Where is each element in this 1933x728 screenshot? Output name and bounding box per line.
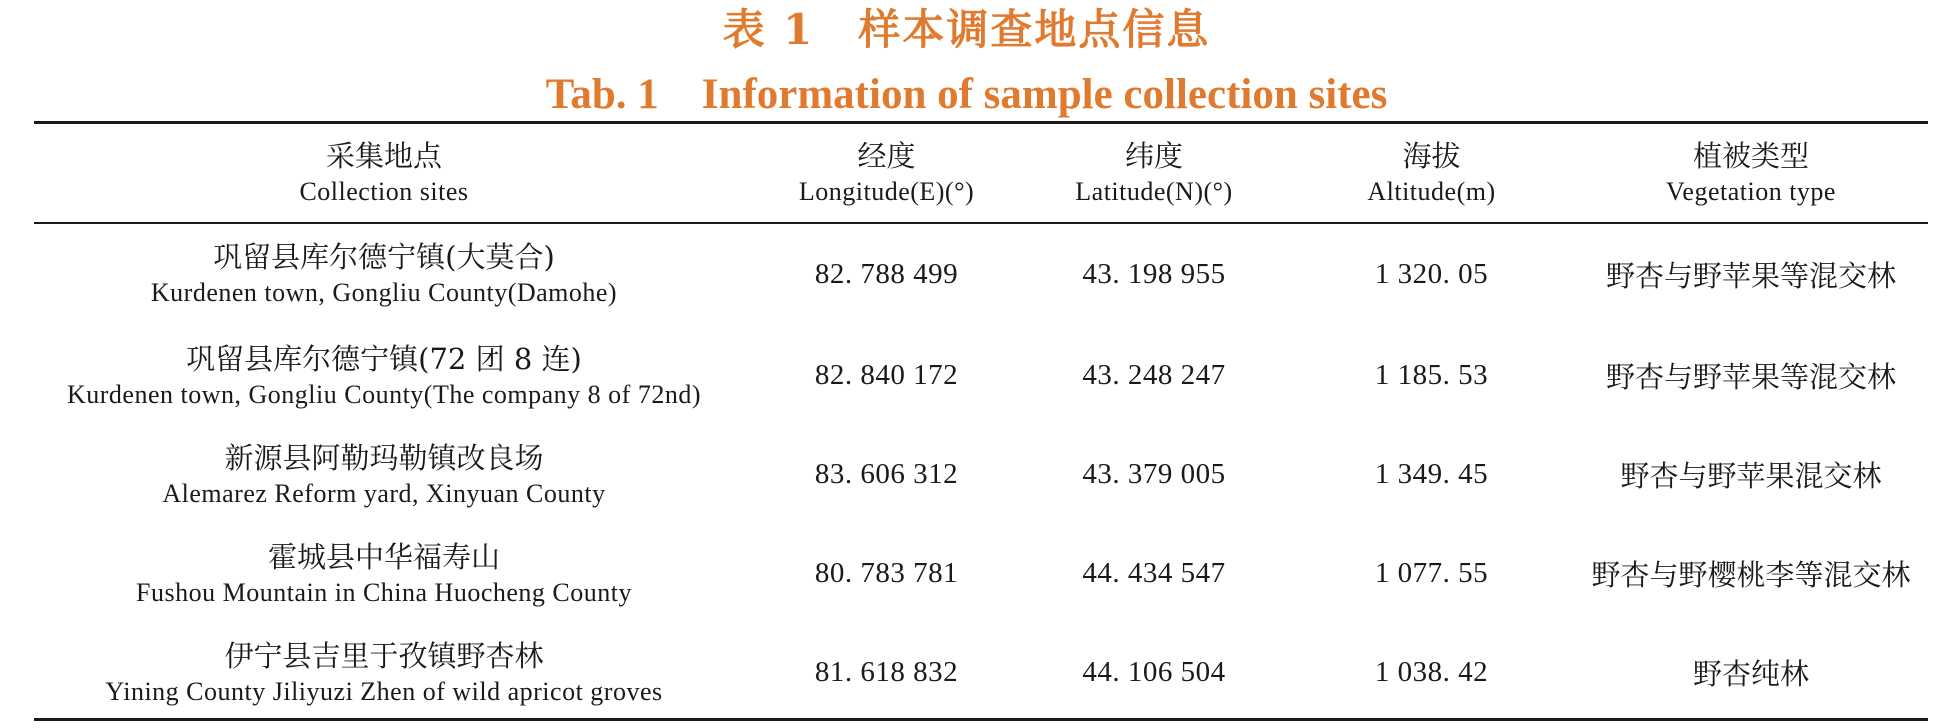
site-name-zh: 巩留县库尔德宁镇(72 团 8 连) (186, 341, 582, 376)
longitude-cell: 82. 788 499 (814, 257, 959, 290)
site-name-zh: 巩留县库尔德宁镇(大莫合) (213, 240, 555, 274)
longitude-cell: 80. 783 781 (814, 557, 959, 589)
table-title-english: Tab. 1 Information of sample collection sites (545, 71, 1388, 118)
latitude-cell: 43. 379 005 (1082, 458, 1226, 490)
longitude-cell: 82. 840 172 (814, 359, 959, 391)
header-longitude (754, 124, 1019, 222)
header-label-en: Collection sites (299, 177, 469, 206)
site-cell (14, 425, 754, 524)
latitude-cell: 43. 198 955 (1082, 257, 1226, 290)
altitude-cell: 1 038. 42 (1374, 656, 1489, 688)
header-latitude (1019, 124, 1289, 222)
site-name-en: Kurdenen town, Gongliu County(Damohe) (150, 278, 618, 307)
vegetation-cell: 野杏与野苹果等混交林 (1605, 258, 1896, 293)
site-name-en: Alemarez Reform yard, Xinyuan County (162, 478, 606, 508)
header-label-en: Altitude(m) (1367, 177, 1496, 206)
latitude-cell: 44. 434 547 (1082, 557, 1226, 589)
header-label-en: Longitude(E)(°) (798, 177, 975, 206)
vegetation-cell: 野杏纯林 (1692, 657, 1809, 691)
table-row (14, 524, 1928, 623)
table-title-chinese: 表 1 样本调查地点信息 (722, 5, 1211, 54)
site-name-zh: 霍城县中华福寿山 (267, 539, 500, 574)
table-row (14, 425, 1928, 524)
site-name-zh: 伊宁县吉里于孜镇野杏林 (224, 638, 544, 673)
site-cell (14, 326, 754, 425)
altitude-cell: 1 349. 45 (1374, 458, 1489, 490)
altitude-cell: 1 077. 55 (1374, 557, 1489, 589)
site-cell (14, 524, 754, 623)
site-name-zh: 新源县阿勒玛勒镇改良场 (224, 440, 544, 475)
header-vegetation-type (1574, 124, 1928, 222)
site-name-en: Yining County Jiliyuzi Zhen of wild apricot groves (105, 676, 663, 706)
header-label-zh: 海拔 (1402, 139, 1461, 173)
vegetation-cell: 野杏与野苹果等混交林 (1605, 360, 1896, 394)
longitude-cell: 83. 606 312 (814, 458, 959, 490)
altitude-cell: 1 320. 05 (1374, 257, 1489, 290)
longitude-cell: 81. 618 832 (814, 656, 959, 688)
sample-sites-table (14, 124, 1928, 722)
header-label-zh: 植被类型 (1692, 139, 1809, 173)
table-row (14, 222, 1928, 326)
vegetation-cell: 野杏与野樱桃李等混交林 (1591, 558, 1911, 592)
latitude-cell: 44. 106 504 (1082, 656, 1226, 688)
table-row (14, 326, 1928, 425)
site-name-en: Kurdenen town, Gongliu County(The company 8 of 72nd) (66, 379, 701, 409)
header-altitude (1289, 124, 1574, 222)
site-cell (14, 222, 754, 326)
header-label-zh: 采集地点 (325, 139, 442, 173)
header-collection-sites (14, 124, 754, 222)
latitude-cell: 43. 248 247 (1082, 359, 1226, 391)
vegetation-cell: 野杏与野苹果混交林 (1620, 459, 1882, 493)
header-row (14, 124, 1928, 222)
header-label-zh: 纬度 (1124, 139, 1183, 173)
altitude-cell: 1 185. 53 (1374, 359, 1489, 391)
site-name-en: Fushou Mountain in China Huocheng County (136, 577, 632, 607)
table-row (14, 623, 1928, 722)
header-label-zh: 经度 (857, 139, 916, 173)
header-label-en: Vegetation type (1666, 177, 1836, 206)
site-cell (14, 623, 754, 722)
header-label-en: Latitude(N)(°) (1075, 177, 1233, 206)
